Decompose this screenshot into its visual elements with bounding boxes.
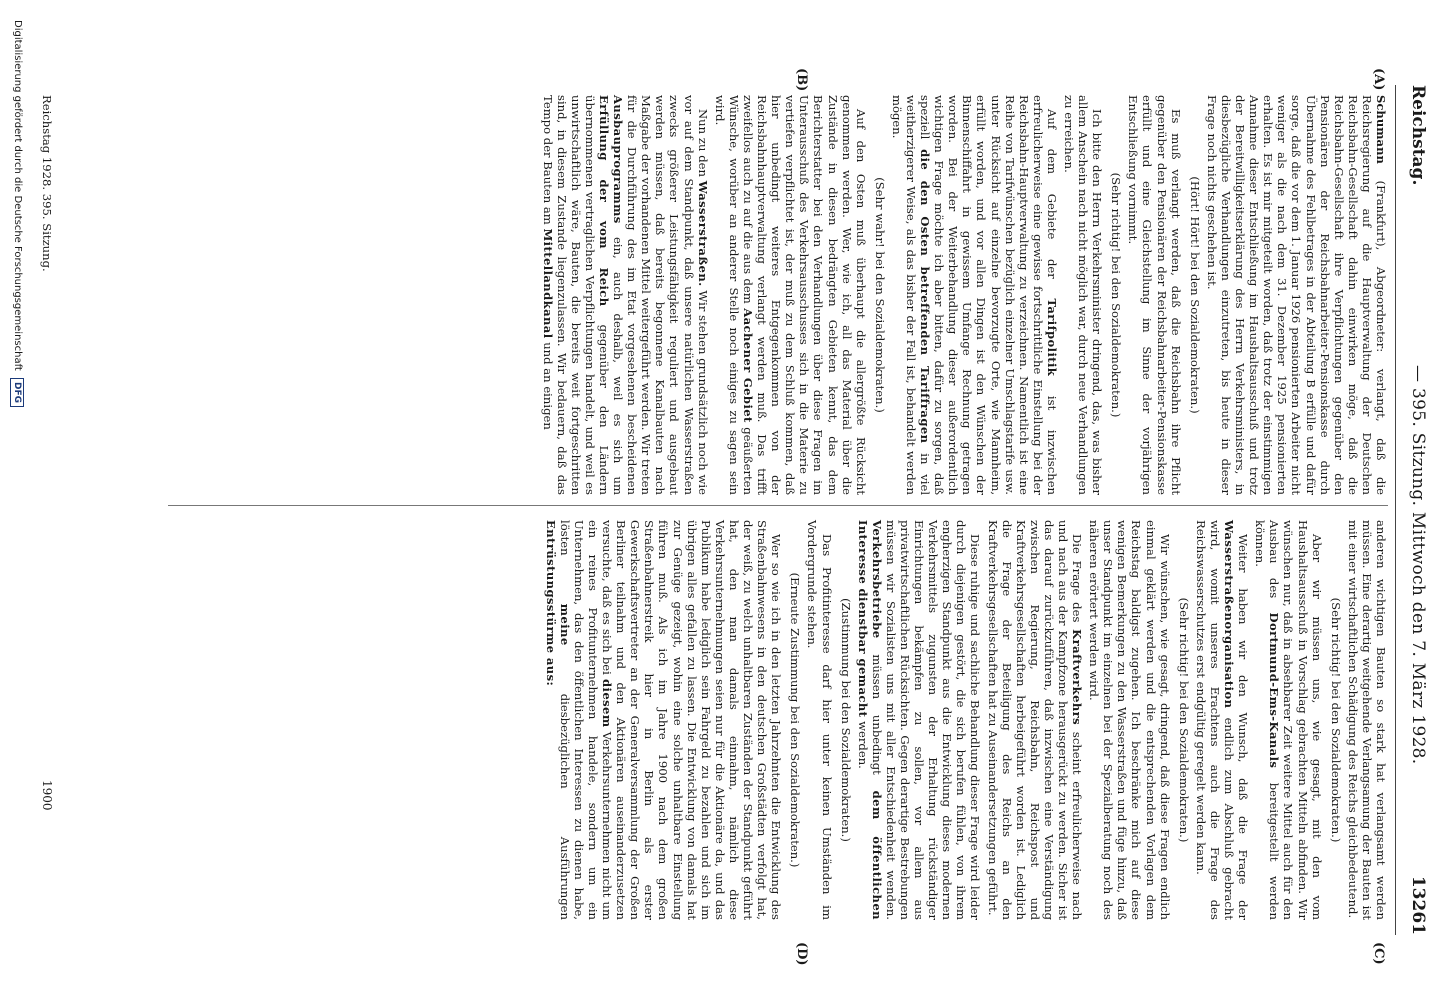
emphasis: dem öffentlichen Interesse dienstbar gemacht [855, 520, 884, 920]
emphasis: meine [557, 603, 572, 646]
paragraph: Schumann (Frankfurt), Abgeordneter: verlangt, daß die Reichsregierung auf die Hauptverwaltung der Deutschen Reichsbahn-Gesellschaft dahin einwirken möge, daß die Reichsbahn-Gesellschaft ihre Verpflichtungen gegenüber den Pensionären der Reichsbahnarbeiter-Pensionskasse durch Übernahme des Fehlbetrages in der Abteilung B erfülle und dafür sorge, daß die vor dem 1. Januar 1926 pensionierten Arbeiter nicht weniger als die nach dem 31. Dezember 1925 pensionierten erhalten. Es ist mir mitgeteilt worden, daß trotz der einstimmigen Annahme dieser Entschließung im Haushaltsausschuß und trotz der Bereitwilligkeitserklärung des Herrn Verkehrsministers, in diesbezügliche Verhandlungen einzutreten, bis heute in dieser Frage noch nichts geschehen ist. [1204, 95, 1388, 495]
margin-mark-b: (B) [794, 68, 809, 92]
emphasis: Mittellandkanal [540, 228, 555, 339]
paragraph: Aber wir müssen uns, wie gesagt, mit den vom Haushaltsausschuß in Vorschlag gebrachten Mitteln abfinden. Wir wünschen nur, daß in absehbarer Zeit weitere Mittel auch für den Ausbau des Dortmund-Ems-Kanals bereitgestellt werden können. [1253, 520, 1324, 921]
paragraph: Das Profitinteresse darf hier unter keinen Umständen im Vordergrunde stehen. [805, 520, 834, 920]
emphasis: Dortmund-Ems-Kanals [1267, 612, 1282, 769]
digitization-credit [10, 20, 24, 407]
margin-mark-d: (D) [794, 942, 809, 966]
paragraph: Wir wünschen, wie gesagt, dringend, daß diese Fragen endlich einmal geklärt werden und die entsprechenden Vorlagen dem Reichstag baldigst zugehen. Ich beschränke mich auf diese wenigen Bemerkungen zu den Wasserstraßen und füge hinzu, daß unser Standpunkt im einzelnen bei der Spezialberatung noch des näheren erörtert werden wird. [1087, 520, 1172, 920]
header-session-date: — 395. Sitzung. Mittwoch den 7. März 1928. [1408, 365, 1428, 765]
paragraph: Weiter haben wir den Wunsch, daß die Frage der Wasserstraßenorganisation endlich zum Abschluß gebracht wird, womit unseres Erachtens auch die Frage des Reichswasserschutzes erst endgültig geregelt werden kann. [1193, 520, 1251, 921]
interjection: (Sehr wahr! bei den Sozialdemokraten.) [872, 177, 887, 413]
emphasis: Aachener Gebiet [740, 308, 755, 423]
emphasis: die den Osten betreffenden Tariffragen [918, 149, 933, 444]
emphasis: Verkehrsbetriebe [869, 520, 884, 639]
paragraph: Diese ruhige und sachliche Behandlung dieser Frage wird leider durch diejenigen gestört, die sich berufen fühlen, von ihrem engherzigen Standpunkt aus die Entwicklung dieses modernen Verkehrsmittels zugunsten der Erhaltung rückständiger Einrichtungen bekämpfen zu sollen, vor allem aus privatwirtschaftlichen Rücksichten. Gegen derartige Bestrebungen müssen wir Sozialisten uns mit aller Entschiedenheit wenden. Verkehrsbetriebe müssen unbedingt dem öffentlichen Interesse dienstbar gemacht werden. [855, 520, 983, 920]
paragraph: Nun zu den Wasserstraßen. Wir stehen grundsätzlich noch wie vor auf dem Standpunkt, daß unsere natürlichen Wasserstraßen zwecks größerer Leistungsfähigkeit reguliert und ausgebaut werden müssen, daß bereits begonnene Kanalbauten nach Maßgabe der vorhandenen Mittel weitergeführt werden. Wir treten für die Durchführung des im Etat vorgesehenen bescheidenen Ausbauprogramms ein, auch deshalb, weil es sich um Erfüllung der vom Reich gegenüber den Ländern übernommenen vertraglichen Verpflichtungen handelt, und weil es unwirtschaftlich wäre, Bauten, die bereits weit fortgeschritten sind, in diesem Zustande liegenzulassen. Wir bedauern, daß das Tempo der Bauten am Mittellandkanal und an einigen [540, 95, 710, 496]
dfg-logo-icon: DFG [10, 378, 24, 407]
interjection: (Zustimmung bei den Sozialdemokraten.) [838, 598, 853, 842]
emphasis: Wasserstraßen. [695, 180, 710, 287]
credit-text: Digitalisierung gefördert durch die Deutsche Forschungsgemeinschaft [12, 20, 23, 371]
left-column [538, 95, 1388, 495]
interjection: (Sehr richtig! bei den Sozialdemokraten.) [1109, 172, 1124, 418]
emphasis: Ausbauprogramms [611, 95, 626, 224]
speaker-name: Schumann [1374, 95, 1388, 164]
paragraph: Auf den Osten muß überhaupt die allergrößte Rücksicht genommen werden. Wer, wie ich, all das Material über die Zustände in diesen bedrängten Gebieten kennt, das dem Berichterstatter bei den Verhandlungen über diese Fragen im Unterausschuß des Verkehrsausschusses sich in die Materie zu vertiefen verpflichtet ist, der muß zu dem Schluß kommen, daß hier unbedingt weiteres Entgegenkommen von der Reichsbahnhauptverwaltung verlangt werden muß. Das trifft zweifellos auch zu auf die aus dem Aachener Gebiet geäußerten Wünsche, worüber an anderer Stelle noch einiges zu sagen sein wird. [712, 95, 868, 495]
header-rule [1395, 85, 1396, 935]
emphasis: diesem [600, 679, 615, 728]
interjection: (Sehr richtig! bei den Sozialdemokraten.) [1176, 597, 1191, 843]
paragraph: Auf dem Gebiete der Tarifpolitik ist inzwischen erfreulicherweise eine gewisse fortschrittliche Einstellung bei der Reichsbahn-Hauptverwaltung zu verzeichnen. Namentlich ist eine Reihe von Tarifwünschen bezüglich einzelner Umschlagstarife usw. unter Rücksicht auf einzelne bevorzugte Orte, wie Mannheim, erfüllt worden, und vor allen Dingen ist den Wünschen der Binnenschiffahrt in gewissem Umfange Rechnung getragen worden. Bei der Weiterbehandlung dieser außerordentlich wichtigen Frage möchte ich aber bitten, dafür zu sorgen, daß speziell die den Osten betreffenden Tariffragen in viel weitherzigerer Weise, als das bisher der Fall ist, behandelt werden mögen. [889, 95, 1059, 496]
emphasis: Erfüllung der vom Reich [597, 95, 612, 307]
column-divider [168, 505, 1388, 506]
interjection: (Hört! Hört! bei den Sozialdemokraten.) [1187, 176, 1202, 414]
margin-mark-c: (C) [1371, 942, 1386, 965]
page-header [1402, 85, 1434, 935]
margin-mark-a: (A) [1371, 68, 1386, 91]
paragraph: Es muß verlangt werden, daß die Reichsbahn ihre Pflicht gegenüber den Pensionären der Reichsbahnarbeiter-Pensionskasse erfüllt und eine Gleichstellung im Sinne der vorjährigen Entschließung vornimmt. [1126, 95, 1183, 495]
paragraph: Wer so wie ich in den letzten Jahrzehnten die Entwicklung des Straßenbahnwesens in den deutschen Großstädten verfolgt hat, der weiß, zu welch unhaltbaren Zuständen der Standpunkt geführt hat, den man damals einnahm, nämlich diese Verkehrsunternehmungen seien nur für die Aktionäre da, und das Publikum habe lediglich sein Fahrgeld zu bezahlen und sich im übrigen alles gefallen zu lassen. Die Entwicklung von damals hat zur Genüge gezeigt, wohin eine solche unhaltbare Einstellung führen muß. Als ich im Jahre 1900 nach dem großen Straßenbahnerstreik hier in Berlin als erster Gewerkschaftsvertreter an der Generalversammlung der Großen Berliner teilnahm und den Aktionären auseinanderzusetzen versuchte, daß es sich bei diesem Verkehrsunternehmen nicht um ein reines Profitunternehmen handele, sondern um ein Unternehmen, das den öffentlichen Interessen zu dienen habe, lösten meine diesbezüglichen Ausführungen Entrüstungsstürme aus: [543, 520, 784, 921]
emphasis: Wasserstraßenorganisation [1222, 520, 1237, 709]
paragraph: Die Frage des Kraftverkehrs scheint erfreulicherweise nach und nach aus der Kampfzone herausgerückt zu werden. Sicher ist das darauf zurückzuführen, daß inzwischen eine Verständigung zwischen Regierung, Reichsbahn, Reichspost und Kraftverkehrsgesellschaften herbeigeführt worden ist. Lediglich die Frage der Beteiligung des Reichs an den Kraftverkehrsgesellschaften hat zu Auseinandersetzungen geführt. [985, 520, 1085, 920]
emphasis: Tarifpolitik [1044, 298, 1059, 377]
emphasis: Kraftverkehrs [1070, 629, 1085, 726]
paragraph: anderen wichtigen Bauten so stark hat verlangsamt werden müssen. Eine derartig weitgehende Verlangsamung der Bauten ist mit einer wirtschaftlichen Schädigung des Reichs gleichbedeutend. [1345, 520, 1388, 920]
header-page-number: 13261 [1408, 875, 1428, 935]
header-title: Reichstag. [1408, 85, 1428, 186]
emphasis: Entrüstungsstürme aus: [543, 520, 558, 687]
footer-number: 1900 [40, 780, 54, 811]
paragraph: Ich bitte den Herrn Verkehrsminister dringend, das, was bisher allem Anschein nach nicht möglich war, durch neue Verhandlungen zu erreichen. [1062, 95, 1105, 495]
footer-session: Reichstag 1928. 395. Sitzung. [40, 95, 54, 272]
interjection: (Sehr richtig! bei den Sozialdemokraten.) [1328, 597, 1343, 843]
interjection: (Erneute Zustimmung bei den Sozialdemokraten.) [788, 572, 803, 868]
right-column [541, 520, 1388, 920]
